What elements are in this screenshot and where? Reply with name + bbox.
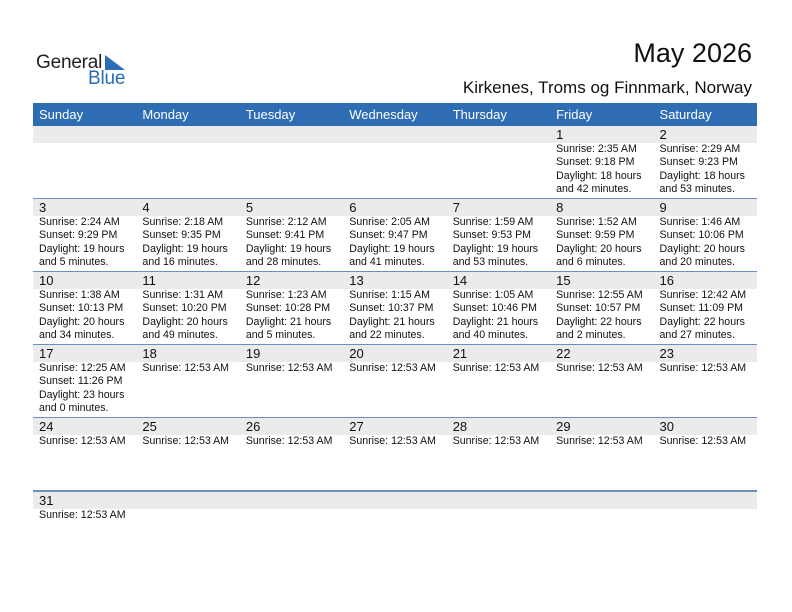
- day-number: [349, 126, 446, 143]
- day-number: 26: [245, 419, 261, 434]
- day-detail-line: Sunset: 10:28 PM: [245, 302, 331, 315]
- day-detail-line: Daylight: 22 hours: [556, 315, 642, 328]
- day-detail-line: Sunset: 9:29 PM: [39, 229, 118, 242]
- week-row: [33, 126, 757, 199]
- day-number: 19: [245, 346, 261, 361]
- day-number: 27: [349, 419, 364, 434]
- week-cells: [33, 199, 757, 271]
- day-detail-line: and 5 minutes.: [39, 256, 109, 269]
- day-detail-line: Daylight: 20 hours: [659, 242, 745, 255]
- day-cell: [654, 126, 757, 198]
- week-cells: [33, 126, 757, 198]
- week-cells: [33, 345, 757, 417]
- day-detail-line: and 20 minutes.: [659, 256, 735, 269]
- day-detail-line: and 2 minutes.: [556, 329, 626, 342]
- day-cell: [654, 418, 757, 490]
- day-cell: [550, 345, 653, 417]
- day-number: 24: [39, 419, 54, 434]
- day-detail-line: Sunrise: 2:29 AM: [659, 143, 741, 155]
- day-detail-line: Daylight: 21 hours: [245, 315, 332, 328]
- day-detail-line: Sunrise: 1:23 AM: [245, 289, 327, 301]
- day-detail-line: Daylight: 19 hours: [142, 242, 228, 255]
- day-cell: [240, 418, 343, 490]
- day-number: [246, 126, 343, 143]
- day-cell: [33, 345, 136, 417]
- day-cell: [447, 345, 550, 417]
- day-detail-line: Daylight: 22 hours: [659, 315, 745, 328]
- day-detail-line: Daylight: 19 hours: [245, 242, 332, 255]
- day-cell: [550, 199, 653, 271]
- day-cell: [33, 272, 136, 344]
- day-cell: [447, 199, 550, 271]
- weekday-tuesday: Tuesday: [245, 107, 296, 122]
- day-detail-line: Sunrise: 2:12 AM: [245, 216, 327, 228]
- day-number: [349, 492, 446, 509]
- week-row: [33, 491, 757, 564]
- day-detail-line: Sunrise: 12:53 AM: [349, 362, 436, 374]
- day-detail-line: Sunrise: 12:53 AM: [556, 362, 643, 374]
- location-subtitle: Kirkenes, Troms og Finnmark, Norway: [462, 78, 752, 97]
- day-detail-line: Sunrise: 12:53 AM: [245, 435, 333, 447]
- day-number: 17: [39, 346, 54, 361]
- day-detail-line: Sunrise: 1:15 AM: [349, 289, 430, 301]
- day-number: 29: [556, 419, 571, 434]
- day-number: 20: [349, 346, 364, 361]
- day-detail-line: Daylight: 20 hours: [39, 315, 125, 328]
- day-detail-line: Sunset: 9:35 PM: [142, 229, 221, 242]
- week-cells: [33, 272, 757, 344]
- week-row: [33, 345, 757, 418]
- day-detail-line: Daylight: 19 hours: [349, 242, 435, 255]
- day-number: 8: [556, 200, 564, 215]
- day-detail-line: Sunset: 9:47 PM: [349, 229, 428, 242]
- day-detail-line: Sunset: 9:53 PM: [452, 229, 532, 242]
- weeks-container: [33, 126, 757, 564]
- day-cell: [654, 492, 757, 564]
- day-detail-line: Sunrise: 1:05 AM: [452, 289, 534, 301]
- day-detail-line: Sunset: 10:46 PM: [452, 302, 537, 315]
- day-number: 2: [659, 127, 667, 142]
- day-detail-line: Sunset: 10:13 PM: [39, 302, 124, 315]
- day-cell: [33, 492, 136, 564]
- day-number: 22: [556, 346, 571, 361]
- day-cell: [136, 418, 239, 490]
- day-detail-line: Daylight: 20 hours: [142, 315, 228, 328]
- week-cells: [33, 418, 757, 490]
- day-number: 28: [452, 419, 468, 434]
- day-detail-line: Sunset: 11:26 PM: [39, 375, 123, 388]
- day-detail-line: Sunset: 10:06 PM: [659, 229, 744, 242]
- day-number: 23: [659, 346, 674, 361]
- day-detail-line: Sunrise: 12:53 AM: [556, 435, 643, 447]
- day-detail-line: Daylight: 21 hours: [349, 315, 435, 328]
- day-number: 12: [245, 273, 261, 288]
- day-detail-line: Sunset: 10:20 PM: [142, 302, 227, 315]
- day-number: 11: [142, 273, 156, 288]
- day-detail-line: Sunset: 9:23 PM: [659, 156, 738, 169]
- weekday-sunday: Sunday: [39, 107, 84, 122]
- day-number: 16: [659, 273, 674, 288]
- day-cell: [654, 199, 757, 271]
- day-number: 13: [349, 273, 364, 288]
- day-cell: [240, 492, 343, 564]
- day-detail-line: Sunrise: 12:25 AM: [39, 362, 126, 374]
- day-detail-line: Daylight: 18 hours: [556, 169, 642, 182]
- day-detail-line: Sunrise: 12:53 AM: [245, 362, 333, 374]
- day-detail-line: Sunrise: 2:35 AM: [556, 143, 637, 155]
- day-detail-line: and 28 minutes.: [245, 256, 322, 269]
- week-row: [33, 418, 757, 491]
- day-detail-line: and 5 minutes.: [245, 329, 316, 342]
- day-number: [453, 126, 550, 143]
- day-detail-line: Daylight: 18 hours: [659, 169, 745, 182]
- day-detail-line: and 42 minutes.: [556, 183, 632, 196]
- week-cells: [33, 492, 757, 564]
- day-cell: [550, 418, 653, 490]
- day-cell: [136, 199, 239, 271]
- day-number: [453, 492, 550, 509]
- day-detail-line: Sunrise: 1:52 AM: [556, 216, 637, 228]
- day-number: [39, 126, 136, 143]
- day-detail-line: and 34 minutes.: [39, 329, 115, 342]
- day-detail-line: and 40 minutes.: [452, 329, 529, 342]
- day-detail-line: and 22 minutes.: [349, 329, 425, 342]
- brand-blue: Blue: [88, 68, 126, 89]
- day-detail-line: and 41 minutes.: [349, 256, 425, 269]
- day-number: 10: [39, 273, 54, 288]
- day-detail-line: Sunset: 9:41 PM: [245, 229, 325, 242]
- day-cell: [654, 345, 757, 417]
- weekday-header: [33, 103, 757, 126]
- day-cell: [447, 492, 550, 564]
- day-detail-line: Sunrise: 12:53 AM: [349, 435, 436, 447]
- day-detail-line: and 0 minutes.: [39, 402, 109, 415]
- day-cell: [343, 126, 446, 198]
- day-number: 9: [659, 200, 667, 215]
- day-number: [660, 492, 757, 509]
- day-cell: [447, 126, 550, 198]
- weekday-monday: Monday: [142, 107, 189, 122]
- weekday-wednesday: Wednesday: [349, 107, 418, 122]
- day-detail-line: and 53 minutes.: [659, 183, 735, 196]
- day-detail-line: Sunrise: 2:18 AM: [142, 216, 224, 228]
- week-row: [33, 272, 757, 345]
- day-detail-line: Sunrise: 12:42 AM: [659, 289, 747, 301]
- day-detail-line: Sunrise: 1:38 AM: [39, 289, 120, 301]
- weekday-friday: Friday: [556, 107, 593, 122]
- day-detail-line: and 27 minutes.: [659, 329, 735, 342]
- day-number: 5: [245, 200, 254, 215]
- day-number: 7: [452, 200, 460, 215]
- day-number: [142, 126, 239, 143]
- day-detail-line: Sunrise: 12:53 AM: [39, 509, 126, 521]
- day-detail-line: Daylight: 21 hours: [452, 315, 539, 328]
- day-cell: [447, 418, 550, 490]
- day-number: 18: [142, 346, 157, 361]
- day-detail-line: Sunset: 9:59 PM: [556, 229, 635, 242]
- day-detail-line: and 16 minutes.: [142, 256, 218, 269]
- calendar-grid: [33, 103, 757, 564]
- day-detail-line: Sunrise: 12:53 AM: [142, 435, 229, 447]
- day-detail-line: Sunset: 11:09 PM: [659, 302, 743, 315]
- day-detail-line: Sunrise: 1:46 AM: [659, 216, 741, 228]
- day-cell: [240, 272, 343, 344]
- weekday-thursday: Thursday: [452, 107, 507, 122]
- day-cell: [550, 272, 653, 344]
- day-number: 6: [349, 200, 357, 215]
- day-detail-line: Sunrise: 12:53 AM: [659, 362, 747, 374]
- brand-logo: [36, 52, 136, 92]
- day-number: [556, 492, 653, 509]
- day-number: 14: [452, 273, 468, 288]
- day-cell: [343, 272, 446, 344]
- day-number: 15: [556, 273, 571, 288]
- weekday-saturday: Saturday: [659, 107, 712, 122]
- brand-general: General: [36, 52, 103, 73]
- day-detail-line: Sunrise: 12:53 AM: [659, 435, 747, 447]
- day-detail-line: Sunrise: 2:05 AM: [349, 216, 430, 228]
- day-detail-line: and 53 minutes.: [452, 256, 529, 269]
- day-cell: [447, 272, 550, 344]
- day-detail-line: and 49 minutes.: [142, 329, 218, 342]
- day-cell: [136, 345, 239, 417]
- day-detail-line: Daylight: 20 hours: [556, 242, 642, 255]
- day-detail-line: Sunrise: 12:53 AM: [39, 435, 126, 447]
- day-detail-line: Daylight: 23 hours: [39, 388, 125, 401]
- day-cell: [550, 492, 653, 564]
- day-cell: [136, 492, 239, 564]
- day-cell: [654, 272, 757, 344]
- day-cell: [33, 199, 136, 271]
- day-number: [246, 492, 343, 509]
- day-cell: [136, 272, 239, 344]
- day-number: [142, 492, 239, 509]
- week-row: [33, 199, 757, 272]
- page-title: May 2026: [633, 38, 752, 68]
- day-cell: [343, 492, 446, 564]
- day-detail-line: Sunrise: 12:53 AM: [452, 435, 540, 447]
- day-detail-line: Daylight: 19 hours: [39, 242, 125, 255]
- day-detail-line: Sunrise: 1:59 AM: [452, 216, 534, 228]
- day-number: 30: [659, 419, 674, 434]
- day-cell: [33, 418, 136, 490]
- day-detail-line: Sunrise: 2:24 AM: [39, 216, 120, 228]
- day-detail-line: Sunset: 10:37 PM: [349, 302, 434, 315]
- day-detail-line: and 6 minutes.: [556, 256, 626, 269]
- day-detail-line: Sunrise: 12:53 AM: [142, 362, 229, 374]
- day-cell: [240, 345, 343, 417]
- day-cell: [136, 126, 239, 198]
- day-detail-line: Sunrise: 12:53 AM: [452, 362, 540, 374]
- day-cell: [343, 418, 446, 490]
- day-number: 21: [452, 346, 468, 361]
- day-cell: [343, 199, 446, 271]
- day-detail-line: Daylight: 19 hours: [452, 242, 539, 255]
- day-cell: [240, 126, 343, 198]
- day-cell: [343, 345, 446, 417]
- day-detail-line: Sunrise: 1:31 AM: [142, 289, 224, 301]
- day-cell: [33, 126, 136, 198]
- day-number: 3: [39, 200, 47, 215]
- day-number: 31: [39, 493, 54, 508]
- day-detail-line: Sunset: 9:18 PM: [556, 156, 635, 169]
- day-number: 1: [556, 127, 564, 142]
- day-cell: [550, 126, 653, 198]
- day-number: 4: [142, 200, 150, 215]
- day-cell: [240, 199, 343, 271]
- day-number: 25: [142, 419, 157, 434]
- day-detail-line: Sunrise: 12:55 AM: [556, 289, 643, 301]
- day-detail-line: Sunset: 10:57 PM: [556, 302, 641, 315]
